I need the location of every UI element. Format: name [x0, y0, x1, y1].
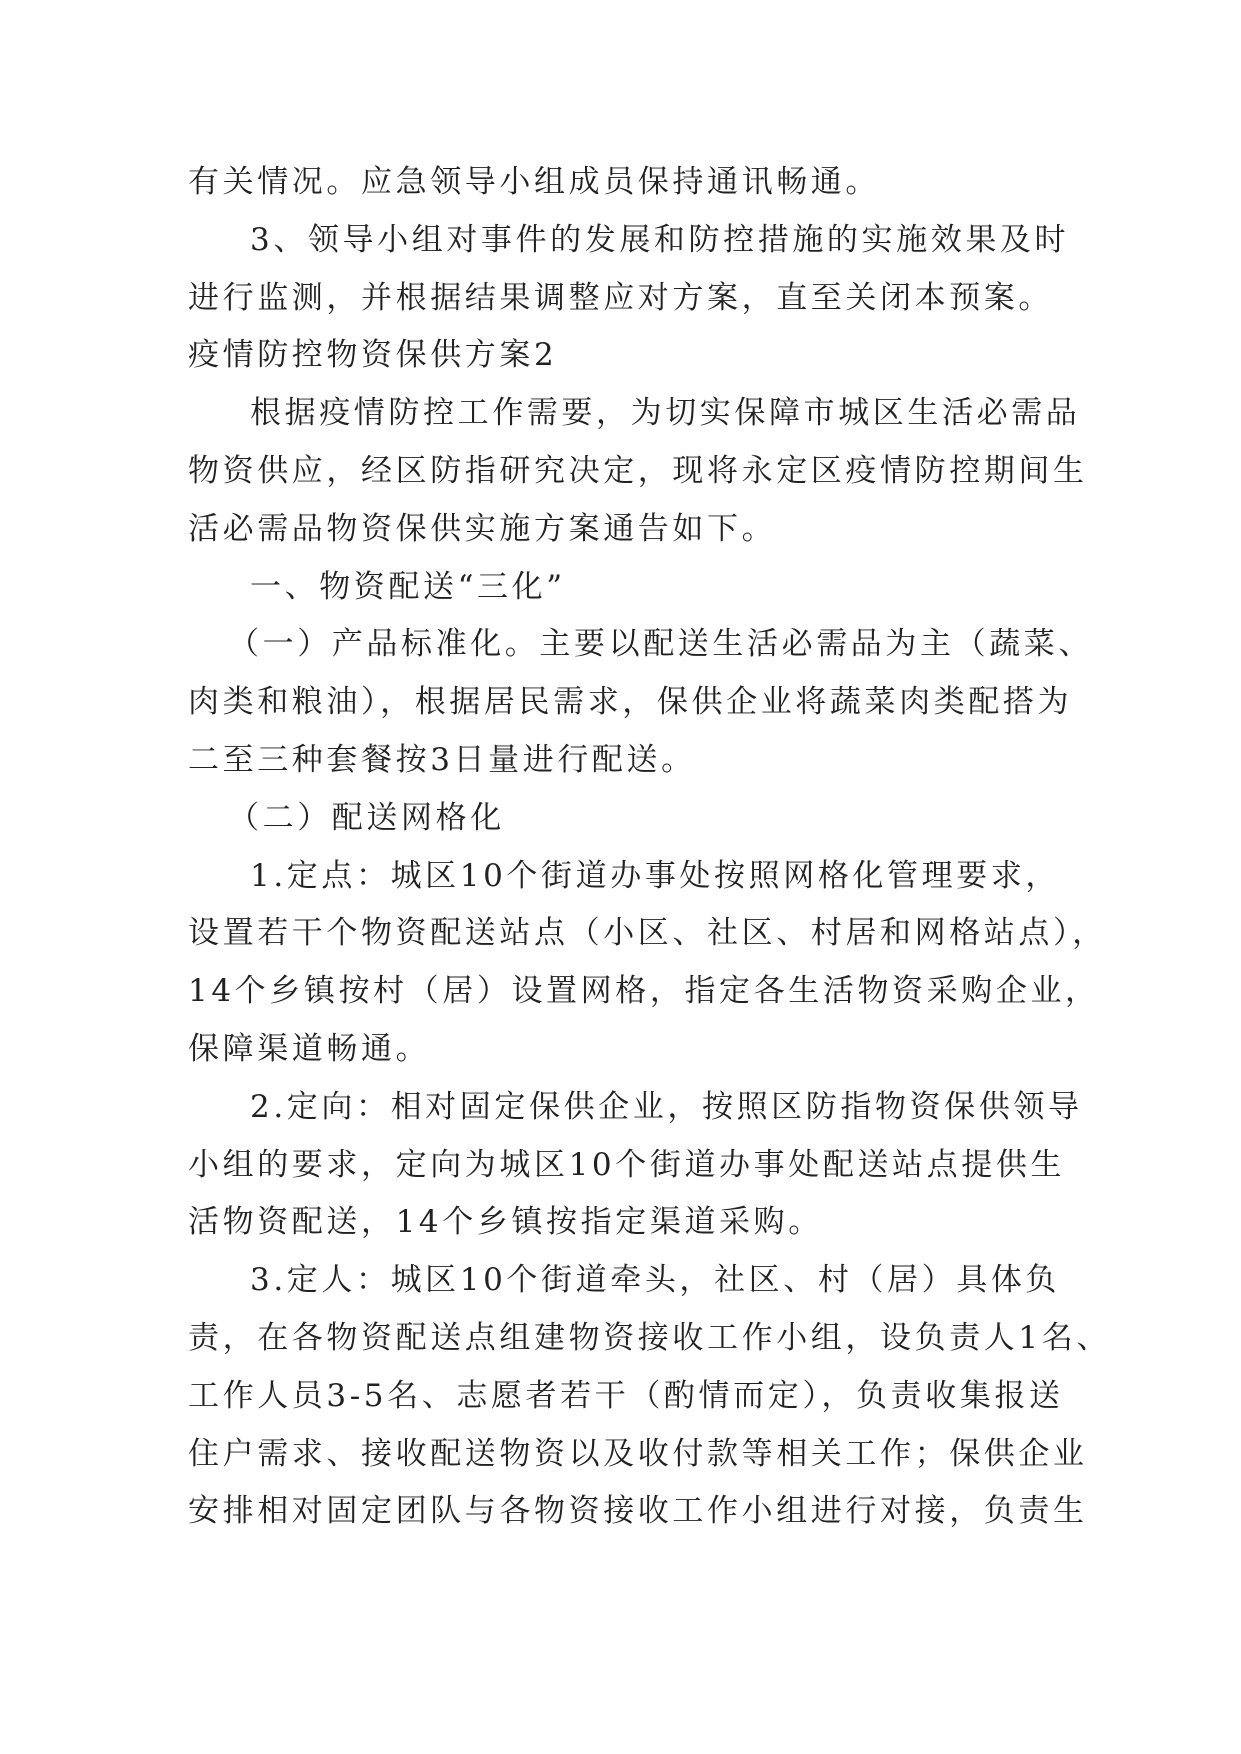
body-line: 责，在各物资配送点组建物资接收工作小组，设负责人1名、: [188, 1319, 1111, 1356]
body-line: 小组的要求，定向为城区10个街道办事处配送站点提供生: [188, 1146, 1066, 1183]
body-line: （一）产品标准化。主要以配送生活必需品为主（蔬菜、: [228, 626, 1093, 663]
body-line: 3、领导小组对事件的发展和防控措施的实施效果及时: [250, 221, 1070, 258]
body-line: 安排相对固定团队与各物资接收工作小组进行对接，负责生: [188, 1493, 1088, 1530]
body-line: 肉类和粮油），根据居民需求，保供企业将蔬菜肉类配搭为: [188, 684, 1073, 721]
subheading: （二）配送网格化: [228, 799, 505, 836]
body-line: 有关情况。应急领导小组成员保持通讯畅通。: [188, 164, 880, 200]
body-line: 住户需求、接收配送物资以及收付款等相关工作；保供企业: [188, 1435, 1088, 1472]
subheading: 一、物资配送“三化”: [250, 568, 566, 605]
body-line: 1.定点：城区10个街道办事处按照网格化管理要求，: [250, 857, 1061, 894]
body-line: 2.定向：相对固定保供企业，按照区防指物资保供领导: [250, 1088, 1083, 1125]
body-line: 保障渠道畅通。: [188, 1030, 431, 1067]
body-line: 进行监测，并根据结果调整应对方案，直至关闭本预案。: [188, 279, 1053, 316]
body-line: 物资供应，经区防指研究决定，现将永定区疫情防控期间生: [188, 452, 1088, 489]
body-line: 设置若干个物资配送站点（小区、社区、村居和网格站点），: [188, 915, 1107, 952]
document-body: [188, 154, 1111, 1541]
body-line: 3.定人：城区10个街道牵头，社区、村（居）具体负: [250, 1262, 1061, 1299]
body-line: 二至三种套餐按3日量进行配送。: [188, 741, 696, 778]
section-heading: 疫情防控物资保供方案2: [188, 337, 558, 374]
body-line: 工作人员3-5名、志愿者若干（酌情而定），负责收集报送: [188, 1377, 1064, 1414]
body-line: 活物资配送，14个乡镇按指定渠道采购。: [188, 1204, 823, 1241]
body-line: 活必需品物资保供实施方案通告如下。: [188, 510, 777, 547]
body-line: 14个乡镇按村（居）设置网格，指定各生活物资采购企业，: [188, 973, 1100, 1010]
body-line: 根据疫情防控工作需要，为切实保障市城区生活必需品: [250, 395, 1081, 432]
